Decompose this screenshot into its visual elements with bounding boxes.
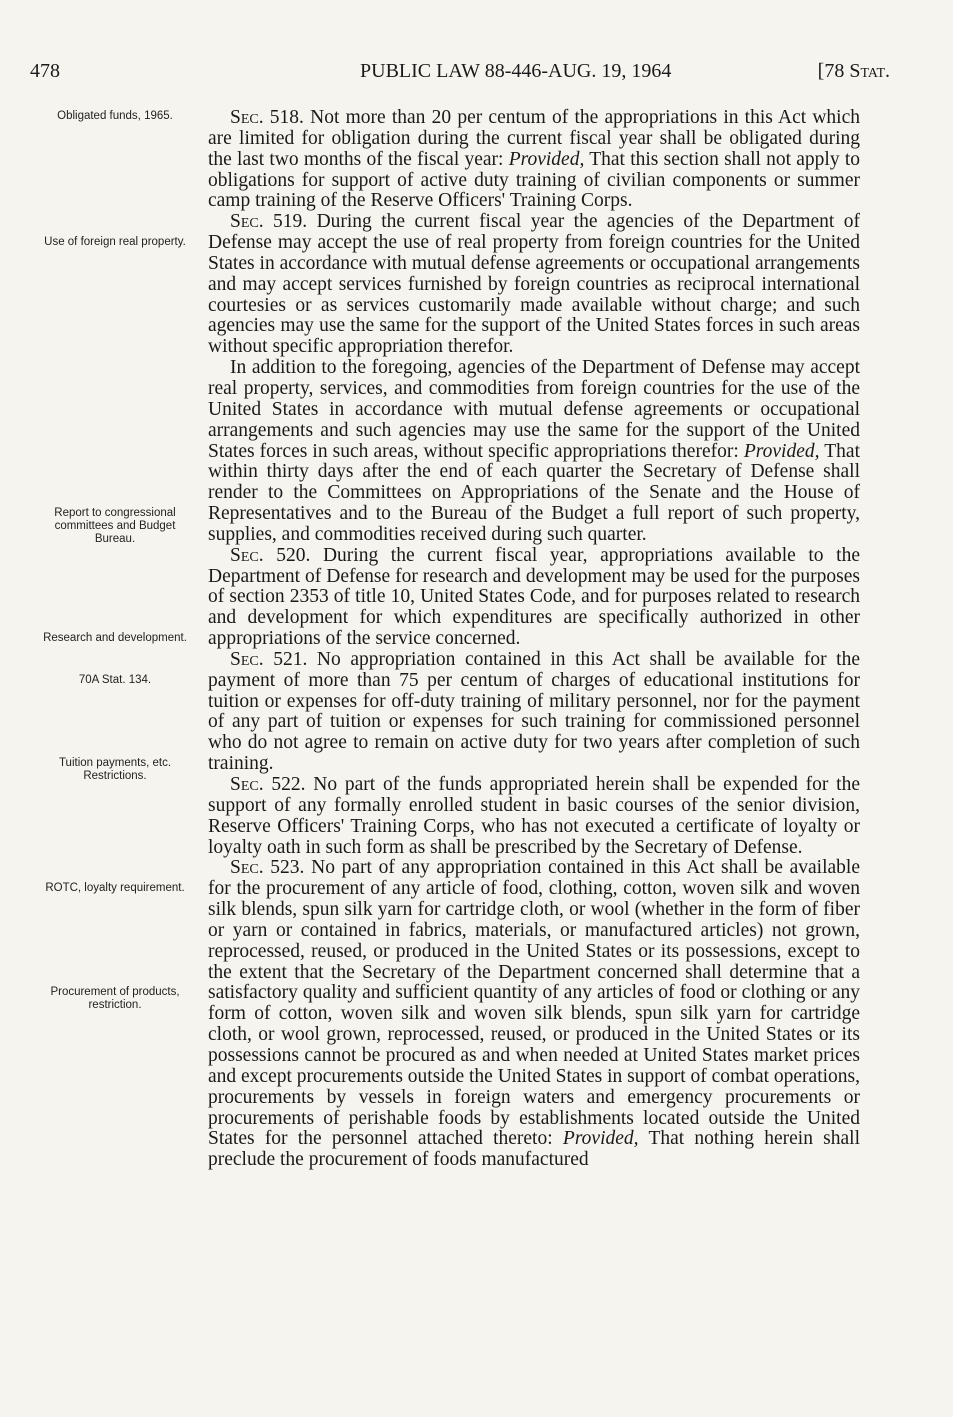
section-518: Sec. 518. Not more than 20 per centum of the appropriations in this Act which are limited for obligation during the current fiscal year shall be obligated during the last two months of the fiscal year: Provided, That this section shall not apply to obligations for support of active duty training of civilian components or summer camp training of the Reserve Officers' Training Corps.	[208, 107, 861, 212]
running-title: PUBLIC LAW 88-446-AUG. 19, 1964	[360, 60, 672, 82]
section-label: Sec. 523.	[230, 857, 305, 879]
margin-note-stat-citation: 70A Stat. 134.	[78, 674, 152, 686]
section-521: Sec. 521. No appropriation contained in this Act shall be available for the payment of more than 75 per centum of charges of educational institutions for tuition or expenses for off-duty training of military personnel, nor for the payment of any part of tuition or expenses for such training for commissioned personnel who do not agree to remain on active duty for two years after completion of such training.	[208, 648, 861, 775]
margin-note-research: Research and development.	[43, 632, 187, 644]
section-522: Sec. 522. No part of the funds appropriated herein shall be expended for the support of any formally enrolled student in basic courses of the senior division, Reserve Officers' Training Corps, who has not executed a certificate of loyalty or loyalty oath in such form as shall be prescribed by the Secretary of Defense.	[208, 774, 860, 858]
section-519: Sec. 519. During the current fiscal year the agencies of the Department of Defense may accept the use of real property from foreign countries for the United States in accordance with mutual defense agreements or occupational arrangements and may accept services furnished by foreign countries as reciprocal international courtesies or as services customarily made available without charge; and such agencies may use the same for the support of the United States forces in such areas without specific appropriation therefor.	[208, 211, 860, 358]
page-header	[30, 60, 890, 90]
margin-note-foreign-property: Use of foreign real property.	[44, 236, 186, 248]
section-label: Sec. 518.	[230, 107, 304, 128]
section-519-addition: In addition to the foregoing, agencies of the Department of Defense may accept real property, services, and commodities from foreign countries for the use of the United States in accordance with mutual defense agreements or occupational arrangements and such agencies may use the same for the support of the United States forces in such areas, without specific appropriations therefor: Provided, That within thirty days after the end of each quarter the Secretary of Defense shall render to the Committees on Appropriations of the Senate and the House of Representatives and to the Bureau of the Budget a full report of such property, supplies, and commodities received during such quarter.	[208, 357, 860, 545]
section-label: Sec. 520.	[230, 544, 311, 566]
section-label: Sec. 522.	[230, 774, 306, 795]
page-number: 478	[30, 60, 60, 82]
margin-note-obligated-funds: Obligated funds, 1965.	[57, 110, 173, 122]
margin-note-procurement: Procurement of products, restriction.	[50, 986, 180, 1011]
margin-note-report-committees: Report to congressional committees and Budget Bureau.	[54, 507, 176, 545]
section-label: Sec. 521.	[230, 648, 308, 670]
statute-text	[208, 108, 860, 1171]
section-520: Sec. 520. During the current fiscal year, appropriations available to the Department of Defense for research and development may be used for the purposes of section 2353 of title 10, United States Code, and for purposes related to research and development for which expenditures are specifically authorized in other appropriations of the service concerned.	[208, 544, 860, 650]
statute-citation: [78 Stat.	[817, 60, 890, 82]
margin-note-rotc: ROTC, loyalty requirement.	[45, 882, 185, 894]
section-523: Sec. 523. No part of any appropriation contained in this Act shall be available for the procurement of any article of food, clothing, cotton, woven silk and woven silk blends, spun silk yarn for cartridge cloth, or wool (whether in the form of fiber or yarn or contained in fabrics, materials, or manufactured articles) not grown, reprocessed, reused, or produced in the United States or its possessions, except to the extent that the Secretary of the Department concerned shall determine that a satisfactory quality and sufficient quantity of any articles of food or clothing or any form of cotton, woven silk and woven silk blends, spun silk yarn for cartridge cloth, or wool grown, reprocessed, reused, or produced in the United States or its possessions cannot be procured as and when needed at United States market prices and except procurements outside the United States in support of combat operations, procurements by vessels in foreign waters and emergency procurements or procurements of perishable foods by establishments located outside the United States for the personnel attached thereto: Provided, That nothing herein shall preclude the procurement of foods manufactured	[208, 857, 861, 1171]
section-label: Sec. 519.	[230, 211, 308, 233]
margin-note-tuition: Tuition payments, etc. Restrictions.	[58, 757, 172, 782]
